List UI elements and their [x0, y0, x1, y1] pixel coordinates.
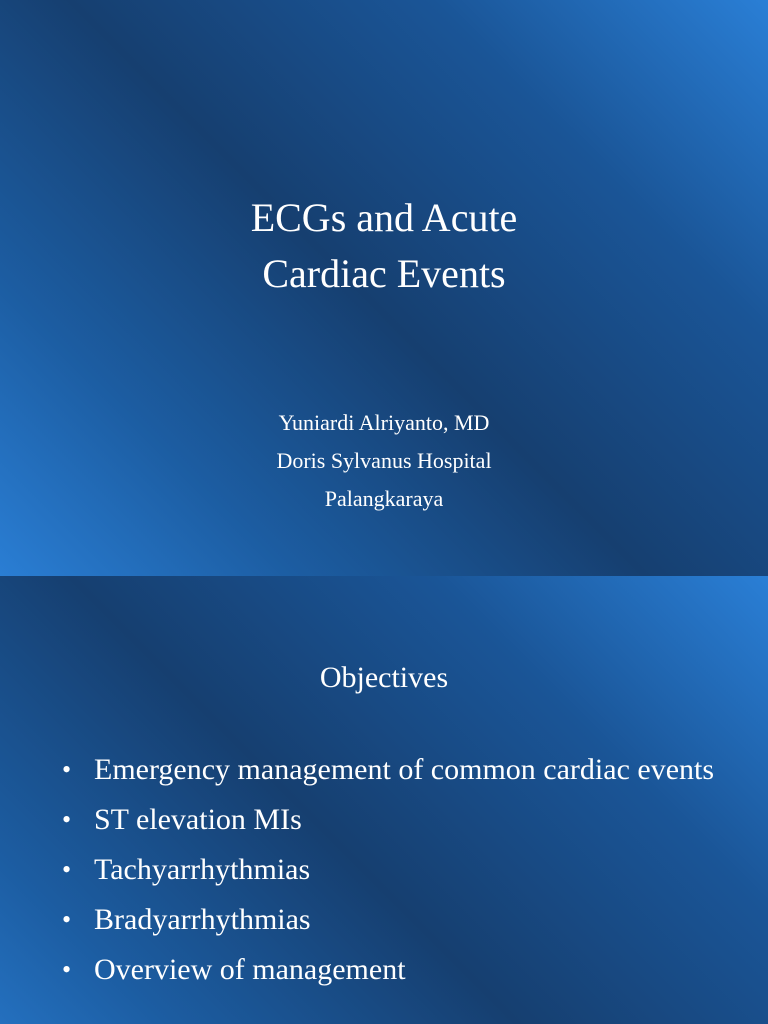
list-item — [62, 800, 722, 839]
objectives-title: Objectives — [319, 661, 449, 694]
list-item-text: Overview of management — [94, 953, 406, 986]
list-item-text: ST elevation MIs — [94, 803, 302, 836]
list-item — [62, 750, 722, 789]
slide-subtitle — [0, 404, 768, 518]
slide-title — [0, 190, 768, 302]
bullet-icon: • — [62, 755, 72, 784]
presenter-name: Yuniardi Alriyanto, MD — [278, 410, 490, 435]
objectives-slide — [0, 576, 768, 1024]
list-item — [62, 850, 722, 889]
bullet-icon: • — [62, 855, 72, 884]
list-item — [62, 900, 722, 939]
bullet-icon: • — [62, 805, 72, 834]
presenter-city: Palangkaraya — [324, 486, 444, 511]
bullet-icon: • — [62, 905, 72, 934]
list-item — [62, 950, 722, 989]
list-item-text: Bradyarrhythmias — [94, 903, 311, 936]
list-item-text: Tachyarrhythmias — [94, 853, 311, 886]
presenter-hospital: Doris Sylvanus Hospital — [276, 448, 492, 473]
bullet-icon: • — [62, 955, 72, 984]
slide-title-line-2: Cardiac Events — [262, 251, 506, 296]
slide-title-line-1: ECGs and Acute — [250, 195, 518, 240]
objectives-list — [62, 750, 722, 1000]
list-item-text: Emergency management of common cardiac events — [94, 753, 715, 786]
